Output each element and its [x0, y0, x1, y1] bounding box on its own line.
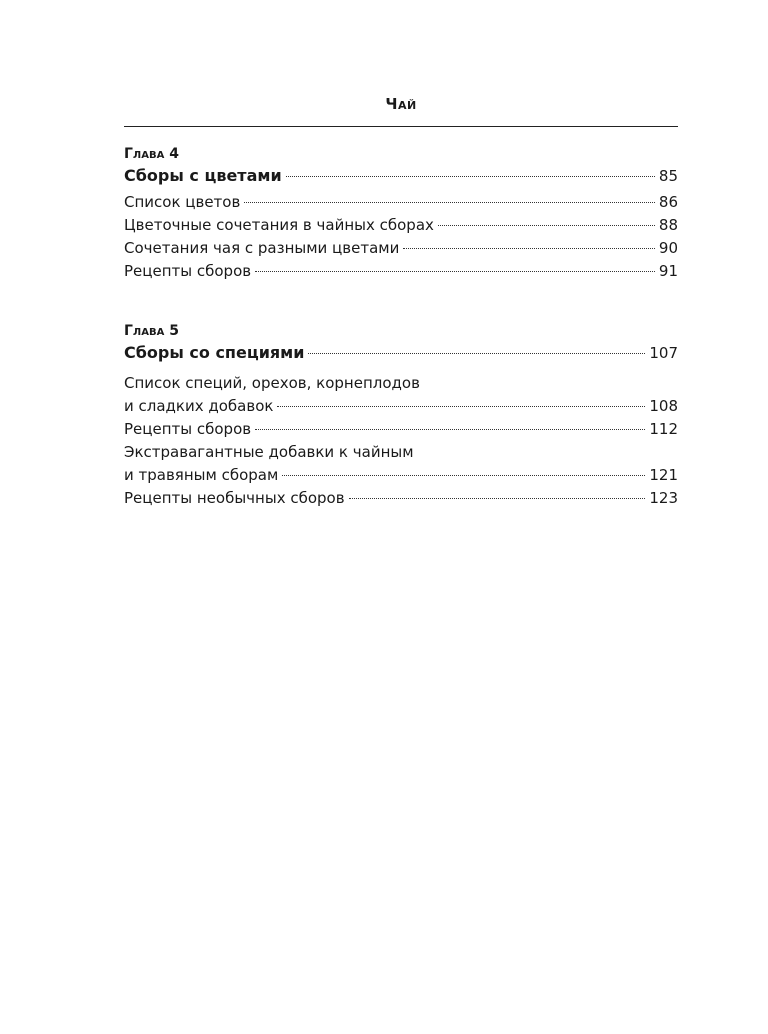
dot-leader [277, 406, 645, 407]
page-number: 91 [658, 262, 678, 280]
header-rule [124, 126, 678, 127]
dot-leader [255, 429, 645, 430]
page-number: 107 [649, 344, 678, 362]
toc-entry[interactable] [124, 237, 678, 260]
page-number: 112 [649, 420, 678, 438]
chapter-title-row[interactable] [124, 340, 678, 366]
chapter-title: Сборы со специями [124, 343, 305, 362]
dot-leader [255, 271, 655, 272]
running-head: Чай [385, 95, 417, 113]
chapter-title: Сборы с цветами [124, 166, 282, 185]
toc-entry[interactable] [124, 191, 678, 214]
entry-title: и травяным сборам [124, 466, 279, 484]
chapter-4 [124, 145, 678, 283]
entry-title-line1[interactable]: Экстравагантные добавки к чайным [124, 443, 414, 461]
dot-leader [308, 353, 645, 354]
toc-entry[interactable] [124, 395, 678, 418]
chapter-5 [124, 322, 678, 510]
page-number: 86 [658, 193, 678, 211]
entry-title: Рецепты сборов [124, 420, 252, 438]
toc-entry[interactable] [124, 464, 678, 487]
page-number: 108 [649, 397, 678, 415]
page-number: 121 [649, 466, 678, 484]
toc-entry[interactable] [124, 214, 678, 237]
toc-entry[interactable] [124, 418, 678, 441]
page-number: 123 [649, 489, 678, 507]
dot-leader [349, 498, 646, 499]
entry-title: Сочетания чая с разными цветами [124, 239, 400, 257]
page-number: 85 [658, 167, 678, 185]
chapter-label: Глава 5 [124, 323, 179, 339]
dot-leader [244, 202, 655, 203]
page-number: 88 [658, 216, 678, 234]
toc-entries [124, 372, 678, 510]
entry-title-line1[interactable]: Список специй, орехов, корнеплодов [124, 374, 420, 392]
dot-leader [403, 248, 655, 249]
toc-entry[interactable] [124, 487, 678, 510]
chapter-title-row[interactable] [124, 163, 678, 189]
entry-title: Список цветов [124, 193, 241, 211]
dot-leader [438, 225, 655, 226]
entry-title: Рецепты необычных сборов [124, 489, 345, 507]
dot-leader [286, 176, 655, 177]
entry-title: и сладких добавок [124, 397, 274, 415]
chapter-label: Глава 4 [124, 146, 179, 162]
toc-entry[interactable] [124, 260, 678, 283]
toc-entries [124, 191, 678, 283]
entry-title: Цветочные сочетания в чайных сборах [124, 216, 434, 234]
entry-title: Рецепты сборов [124, 262, 252, 280]
page-number: 90 [658, 239, 678, 257]
dot-leader [282, 475, 645, 476]
